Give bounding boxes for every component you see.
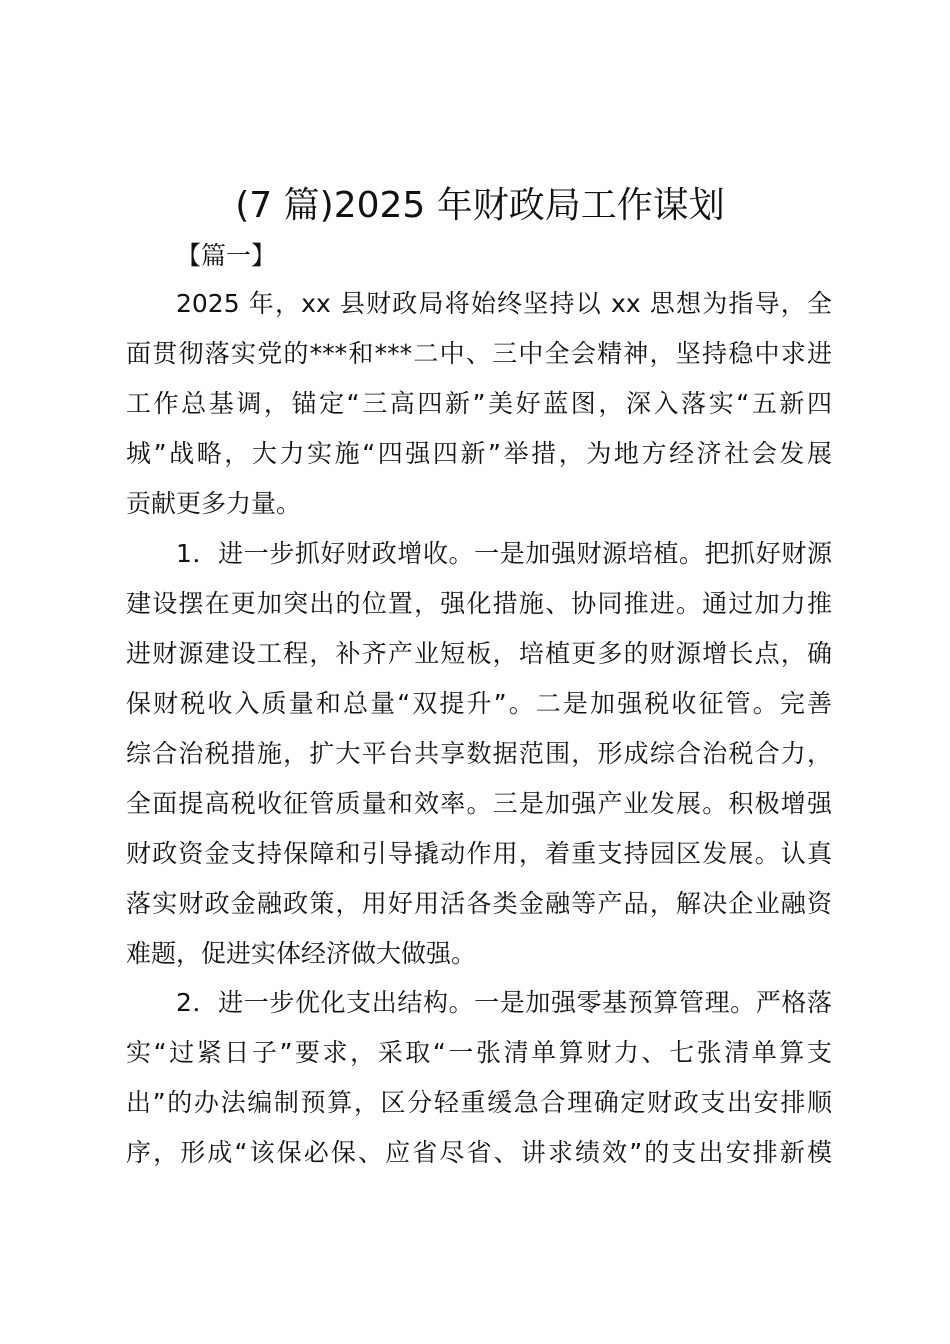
paragraph-line: 2．进一步优化支出结构。一是加强零基预算管理。严格落 [176,988,832,1017]
paragraph-line: 综合治税措施，扩大平台共享数据范围，形成综合治税合力， [126,739,832,768]
paragraph-line: 出”的办法编制预算，区分轻重缓急合理确定财政支出安排顺 [126,1088,832,1117]
paragraph-line: 实“过紧日子”要求，采取“一张清单算财力、七张清单算支 [126,1038,832,1067]
paragraph-line: 建设摆在更加突出的位置，强化措施、协同推进。通过加力推 [126,589,832,618]
paragraph-line: 1．进一步抓好财政增收。一是加强财源培植。把抓好财源 [176,539,832,568]
paragraph-line: 面贯彻落实党的***和***二中、三中全会精神，坚持稳中求进 [126,339,832,368]
paragraph-line: 序，形成“该保必保、应省尽省、讲求绩效”的支出安排新模 [126,1138,832,1167]
paragraph-line: 财政资金支持保障和引导撬动作用，着重支持园区发展。认真 [126,839,832,868]
paragraph-line: 贡献更多力量。 [126,489,302,518]
paragraph-line: 2025 年，xx 县财政局将始终坚持以 xx 思想为指导，全 [176,289,832,318]
paragraph-line: 城”战略，大力实施“四强四新”举措，为地方经济社会发展 [126,439,832,468]
paragraph-line: 保财税收入质量和总量“双提升”。二是加强税收征管。完善 [126,689,832,718]
paragraph-line: 落实财政金融政策，用好用活各类金融等产品，解决企业融资 [126,889,832,918]
paragraph-line: 难题，促进实体经济做大做强。 [126,939,477,968]
paragraph-intro [126,279,832,529]
paragraph-item-1 [126,529,832,979]
paragraph-line: 全面提高税收征管质量和效率。三是加强产业发展。积极增强 [126,789,832,818]
paragraph-item-2 [126,978,832,1178]
document-title: (7 篇)2025 年财政局工作谋划 [235,185,725,226]
paragraph-line: 工作总基调，锚定“三高四新”美好蓝图，深入落实“五新四 [126,389,832,418]
paragraph-line: 进财源建设工程，补齐产业短板，培植更多的财源增长点，确 [126,639,832,668]
section-label: 【篇一】 [176,241,277,270]
